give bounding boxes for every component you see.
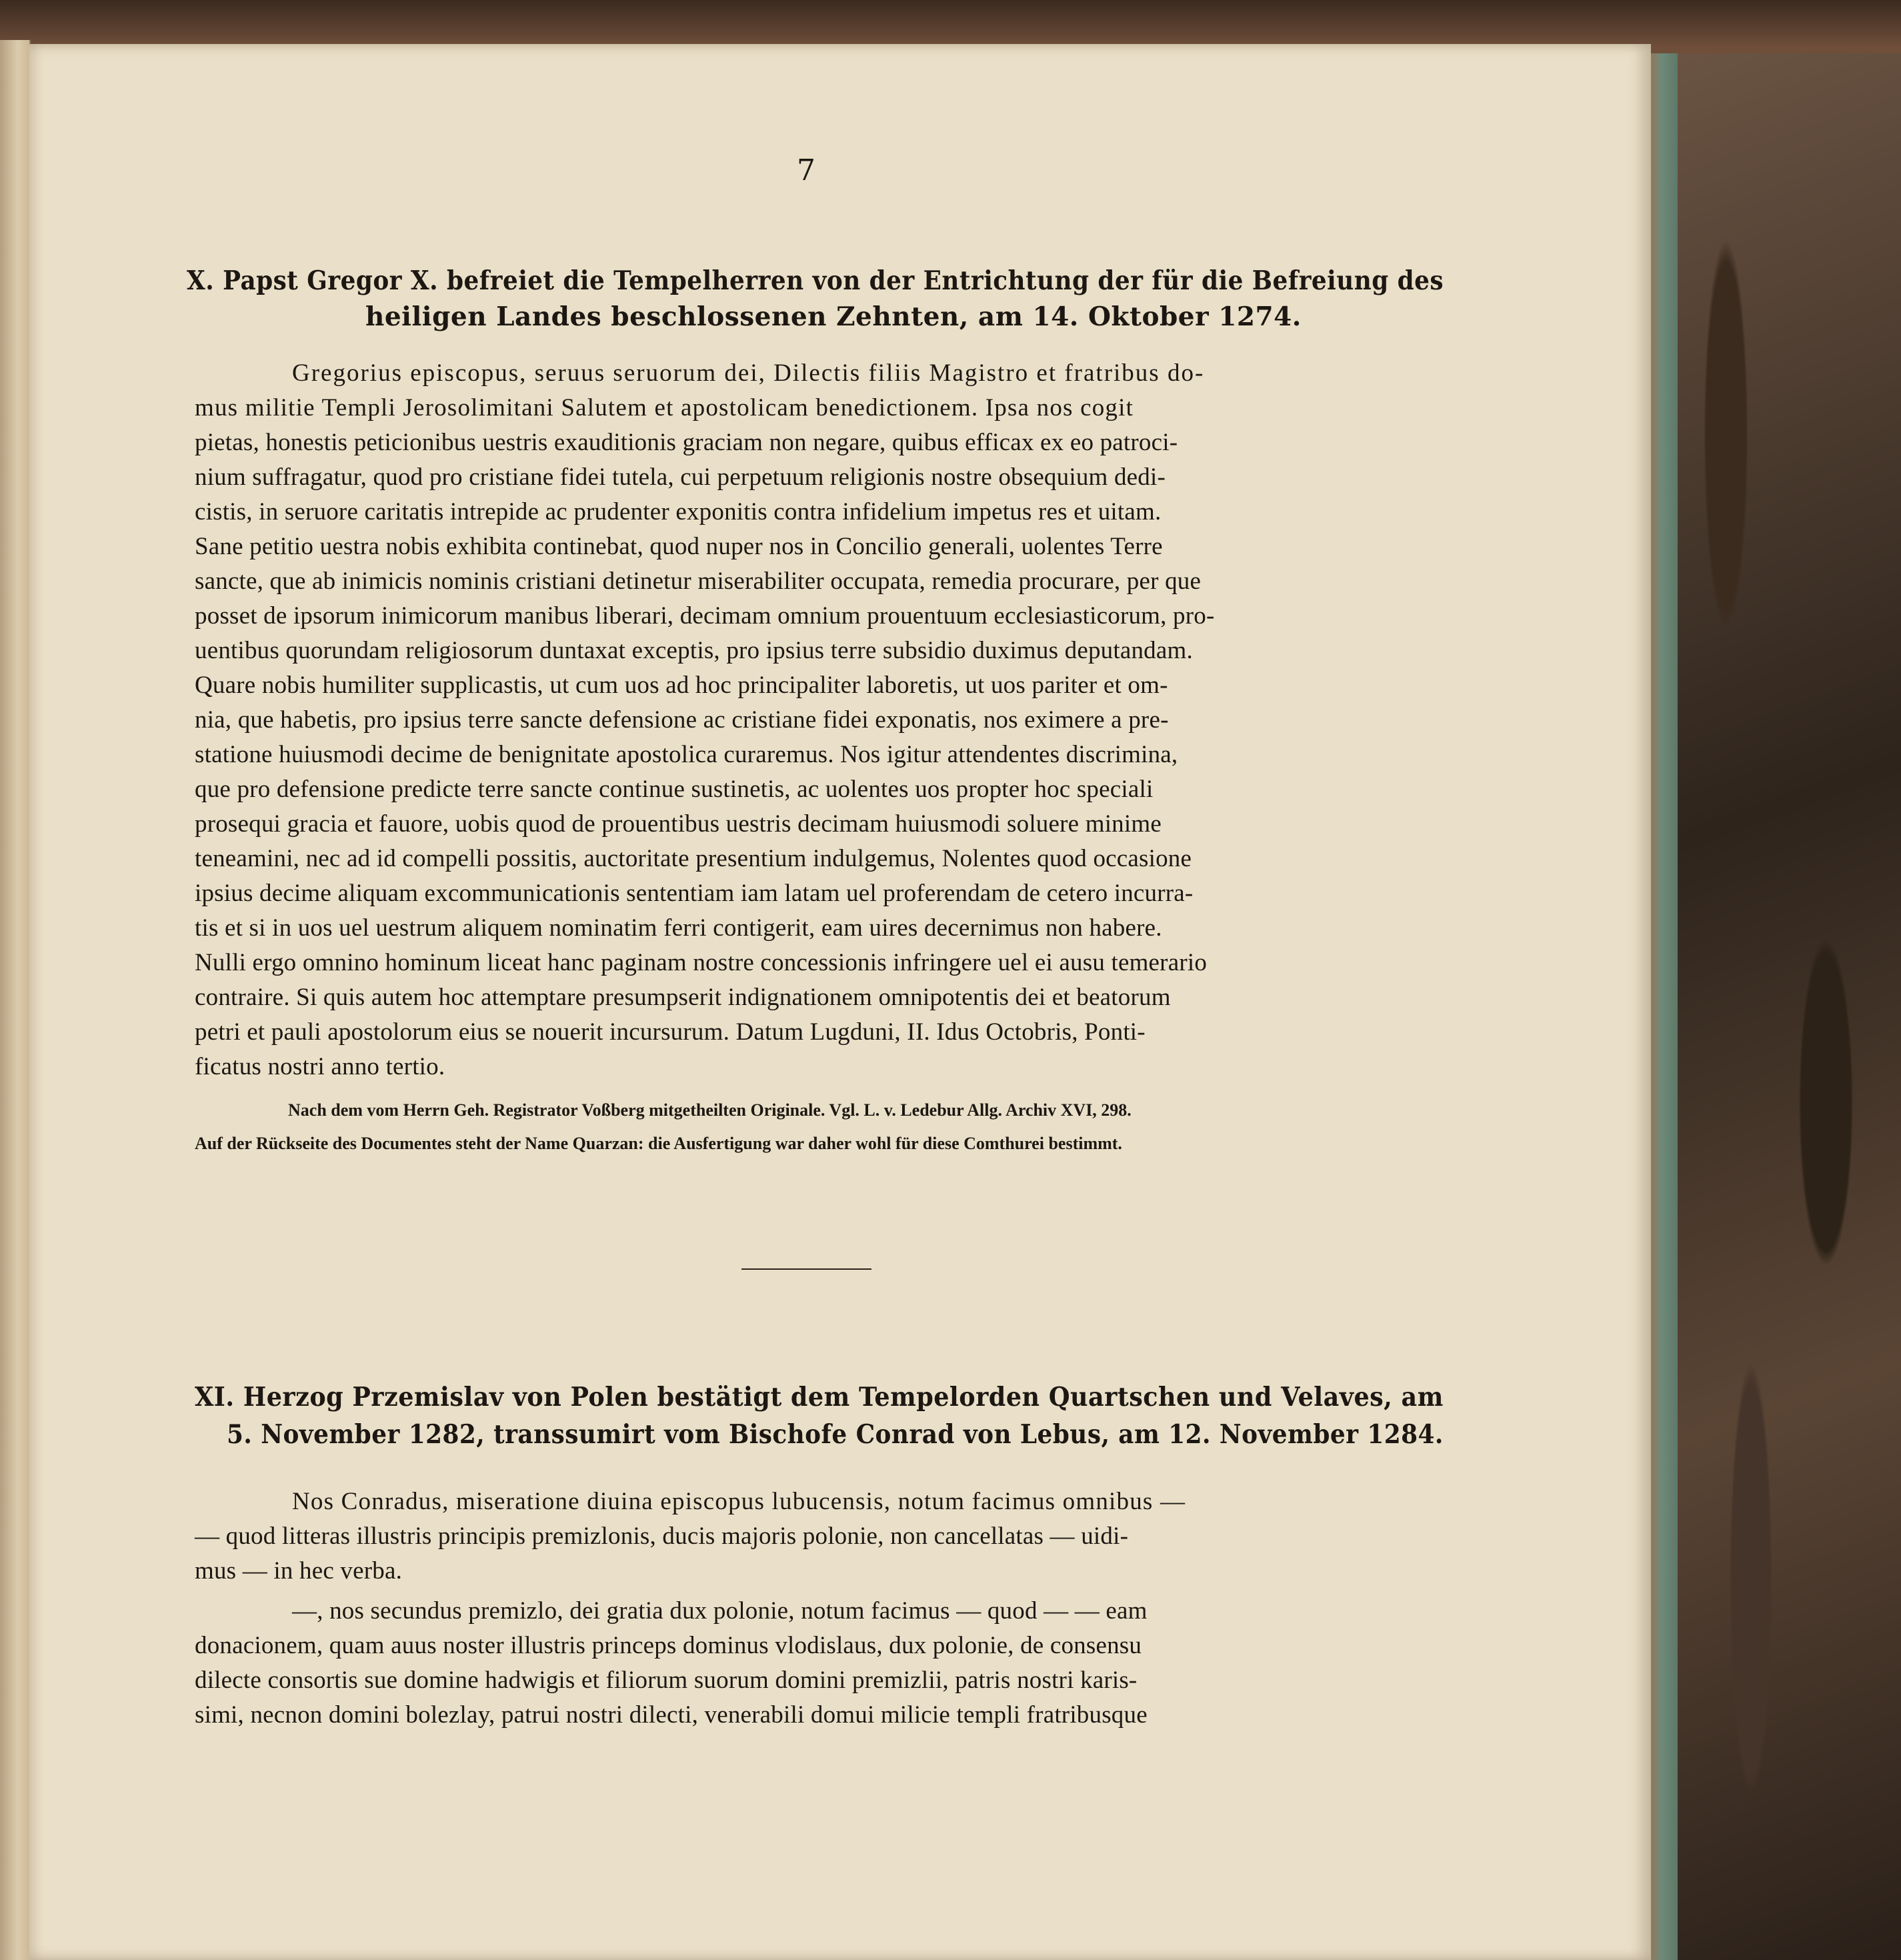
section-11-body-line: simi, necnon domini bolezlay, patrui nostri dilecti, venerabili domui milicie templi fratribusque <box>195 1701 1148 1729</box>
section-10-body-line: ipsius decime aliquam excommunicationis sententiam iam latam uel proferendam de cetero incurra- <box>195 880 1194 907</box>
section-11-body-line: Nos Conradus, miseratione diuina episcopus lubucensis, notum facimus omnibus — <box>292 1488 1186 1515</box>
section-10-heading-line-1: X. Papst Gregor X. befreiet die Tempelherren von der Entrichtung der für die Befreiung des <box>187 265 1444 296</box>
section-10-footnote-line: Auf der Rückseite des Documentes steht der Name Quarzan: die Ausfertigung war daher wohl für diese Comthurei bestimmt. <box>195 1134 1122 1153</box>
section-10-body-line: tis et si in uos uel uestrum aliquem nominatim ferri contigerit, eam uires decernimus non habere. <box>195 914 1162 942</box>
section-10-body-line: Sane petitio uestra nobis exhibita continebat, quod nuper nos in Concilio generali, uolentes Terre <box>195 533 1163 560</box>
section-10-body-line: nia, que habetis, pro ipsius terre sancte defensione ac cristiane fidei exponatis, nos eximere a pre- <box>195 706 1169 734</box>
section-10-heading-line-2: heiligen Landes beschlossenen Zehnten, am 14. Oktober 1274. <box>365 301 1302 332</box>
section-10-body-line: pietas, honestis peticionibus uestris exauditionis graciam non negare, quibus efficax ex eo patroci- <box>195 429 1178 456</box>
marbled-cover-board <box>1651 53 1901 1960</box>
previous-page-edge <box>0 40 31 1960</box>
page-number: 7 <box>797 153 815 187</box>
section-10-body-line: nium suffragatur, quod pro cristiane fidei tutela, cui perpetuum religionis nostre obsequium dedi- <box>195 463 1166 491</box>
section-10-body-line: Quare nobis humiliter supplicastis, ut cum uos ad hoc principaliter laboretis, ut uos pariter et om- <box>195 672 1168 699</box>
section-10-body-line: cistis, in seruore caritatis intrepide ac prudenter exponitis contra infidelium impetus res et uitam. <box>195 498 1162 526</box>
section-10-body-line: Nulli ergo omnino hominum liceat hanc paginam nostre concessionis infringere uel ei ausu temerario <box>195 949 1208 976</box>
scan-top-background <box>0 0 1901 47</box>
section-11-body-line: dilecte consortis sue domine hadwigis et filiorum suorum domini premizlii, patris nostri karis- <box>195 1667 1138 1694</box>
section-10-body-line: ficatus nostri anno tertio. <box>195 1053 445 1080</box>
section-10-body-line: prosequi gracia et fauore, uobis quod de prouentibus uestris decimam huiusmodi soluere minime <box>195 810 1162 838</box>
section-10-body-line: sancte, que ab inimicis nominis cristiani detinetur miserabiliter occupata, remedia procurare, per que <box>195 568 1202 595</box>
section-11-heading-line-2: 5. November 1282, transsumirt vom Bischofe Conrad von Lebus, am 12. November 1284. <box>227 1419 1444 1450</box>
section-10-footnote-line: Nach dem vom Herrn Geh. Registrator Voßberg mitgetheilten Originale. Vgl. L. v. Ledebur Allg. Archiv XVI, 298. <box>288 1100 1132 1120</box>
section-11-heading-line-1: XI. Herzog Przemislav von Polen bestätigt dem Tempelorden Quartschen und Velaves, am <box>195 1382 1444 1412</box>
section-10-body-line: teneamini, nec ad id compelli possitis, auctoritate presentium indulgemus, Nolentes quod occasione <box>195 845 1192 872</box>
section-11-body-line: — quod litteras illustris principis premizlonis, ducis majoris polonie, non cancellatas — uidi- <box>195 1523 1129 1550</box>
section-10-body-line: petri et pauli apostolorum eius se nouerit incursurum. Datum Lugduni, II. Idus Octobris, Ponti- <box>195 1018 1146 1046</box>
section-10-body-line: que pro defensione predicte terre sancte continue sustinetis, ac uolentes uos propter hoc speciali <box>195 776 1154 803</box>
section-10-body-line: posset de ipsorum inimicorum manibus liberari, decimam omnium prouentuum ecclesiasticorum, pro- <box>195 602 1215 630</box>
cover-spine-edge <box>1651 53 1678 1960</box>
section-10-body-line: uentibus quorundam religiosorum duntaxat exceptis, pro ipsius terre subsidio duximus deputandam. <box>195 637 1193 664</box>
section-11-body-line: donacionem, quam auus noster illustris princeps dominus vlodislaus, dux polonie, de consensu <box>195 1632 1142 1659</box>
section-10-body-line: contraire. Si quis autem hoc attemptare presumpserit indignationem omnipotentis dei et beatorum <box>195 984 1171 1011</box>
section-10-body-line: statione huiusmodi decime de benignitate apostolica curaremus. Nos igitur attendentes discrimina, <box>195 741 1178 768</box>
section-11-body-line: mus — in hec verba. <box>195 1557 403 1585</box>
section-10-body-line: Gregorius episcopus, seruus seruorum dei, Dilectis filiis Magistro et fratribus do- <box>292 359 1205 387</box>
section-10-body-line: mus militie Templi Jerosolimitani Salutem et apostolicam benedictionem. Ipsa nos cogit <box>195 394 1134 421</box>
section-divider-rule <box>741 1268 871 1270</box>
section-11-body-line: —, nos secundus premizlo, dei gratia dux polonie, notum facimus — quod — — eam <box>292 1597 1148 1625</box>
